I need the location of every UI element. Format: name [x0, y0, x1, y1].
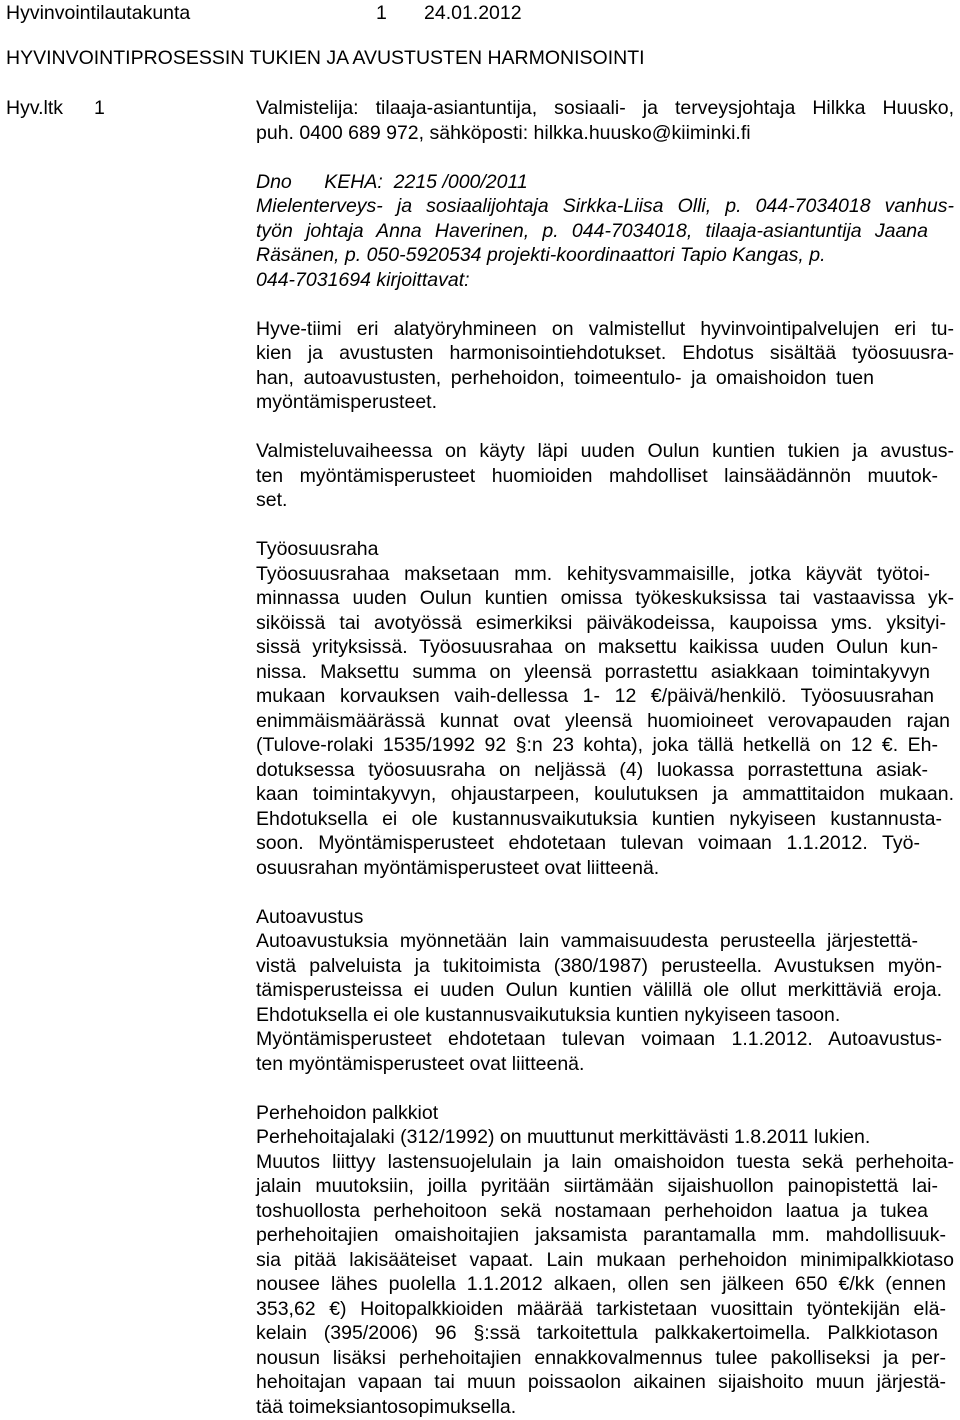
section-line: osuusrahan myöntämisperusteet ovat liitteenä.	[256, 856, 660, 879]
section-line: nousee lähes puolella 1.1.2012 alkaen, ollen sen jälkeen 650 €/kk (ennen	[256, 1273, 946, 1295]
section-line: Myöntämisperusteet ehdotetaan tulevan voimaan 1.1.2012. Autoavustus-	[256, 1028, 942, 1050]
paragraph-line: Hyve-tiimi eri alatyöryhmineen on valmistellut hyvinvointipalvelujen eri tu-	[256, 317, 954, 340]
dno-block	[256, 170, 954, 293]
preparer-block	[256, 96, 954, 145]
dno-line: Mielenterveys- ja sosiaalijohtaja Sirkka-Liisa Olli, p. 044-7034018 vanhus-	[256, 195, 954, 217]
page-number: 1	[376, 2, 387, 24]
section-line: nousun lisäksi perhehoitajien ennakkovalmennus tulee pakolliseksi ja per-	[256, 1346, 946, 1369]
paragraph-line: han, autoavustusten, perhehoidon, toimeentulo- ja omaishoidon tuen	[256, 366, 874, 389]
paragraph-line: Valmisteluvaiheessa on käyty läpi uuden Oulun kuntien tukien ja avustus-	[256, 440, 954, 462]
section-line: Autoavustuksia myönnetään lain vammaisuudesta perusteella järjestettä-	[256, 930, 918, 952]
section-line: tää toimeksiantosopimuksella.	[256, 1395, 517, 1418]
section-line: dotuksessa työosuusraha on neljässä (4) luokassa porrastettuna asiak-	[256, 758, 928, 781]
section-line: minnassa uuden Oulun kuntien omissa työkeskuksissa tai vastaavissa yk-	[256, 587, 954, 609]
section-line: nissa. Maksettu summa on yleensä porrastettu asiakkaan toimintakyvyn	[256, 660, 930, 683]
preparer-line: puh. 0400 689 972, sähköposti: hilkka.huusko@kiiminki.fi	[256, 121, 751, 144]
preparer-line: Valmistelija: tilaaja-asiantuntija, sosiaali- ja terveysjohtaja Hilkka Huusko,	[256, 97, 954, 119]
committee-name: Hyvinvointilautakunta	[6, 2, 191, 24]
section-perhehoidon-palkkiot	[256, 1101, 954, 1420]
section-line: Ehdotuksella ei ole kustannusvaikutuksia kuntien nykyiseen kustannusta-	[256, 807, 942, 830]
section-line: perhehoitajien omaishoitajien jaksamista parantamalla mm. mahdollisuuk-	[256, 1224, 946, 1246]
paragraph-line: set.	[256, 489, 288, 511]
section-number: 1	[94, 97, 105, 119]
section-line: jalain muutoksiin, joilla pyritään siirtämään sijaishuollon painopistettä lai-	[256, 1175, 938, 1197]
section-line: mukaan korvauksen vaih-dellessa 1- 12 €/päivä/henkilö. Työosuusrahan	[256, 685, 934, 707]
section-line: kaan toimintakyvyn, ohjaustarpeen, koulutuksen ja ammattitaidon mukaan.	[256, 783, 954, 805]
section-line: tämisperusteissa ei uuden Oulun kuntien välillä ole ollut merkittäviä eroja.	[256, 979, 942, 1001]
dno-line: Dno KEHA: 2215 /000/2011	[256, 170, 528, 193]
section-autoavustus	[256, 905, 954, 1077]
section-heading: Perhehoidon palkkiot	[256, 1101, 439, 1124]
body-column	[256, 96, 954, 1419]
section-tyoosuusraha	[256, 537, 954, 880]
section-line: hehoitajan vapaan tai muun poissaolon aikainen sijaishoito muun järjestä-	[256, 1371, 946, 1393]
section-line: soon. Myöntämisperusteet ehdotetaan tulevan voimaan 1.1.2012. Työ-	[256, 832, 920, 854]
section-line: sia pitää lakisääteiset vapaat. Lain mukaan perhehoidon minimipalkkiotaso	[256, 1248, 954, 1271]
dno-line: 044-7031694 kirjoittavat:	[256, 268, 470, 291]
dno-line: Räsänen, p. 050-5920534 projekti-koordinaattori Tapio Kangas, p.	[256, 244, 826, 266]
section-line: ten myöntämisperusteet ovat liitteenä.	[256, 1052, 585, 1075]
section-line: Perhehoitajalaki (312/1992) on muuttunut merkittävästi 1.8.2011 lukien.	[256, 1126, 871, 1148]
section-code: Hyv.ltk	[6, 97, 64, 119]
section-line: enimmäismäärässä kunnat ovat yleensä huomioineet verovapauden rajan	[256, 709, 950, 732]
paragraph-line: ten myöntämisperusteet huomioiden mahdolliset lainsäädännön muutok-	[256, 464, 938, 487]
section-line: Ehdotuksella ei ole kustannusvaikutuksia kuntien nykyiseen tasoon.	[256, 1003, 841, 1026]
section-line: 353,62 €) Hoitopalkkioiden määrää tarkistetaan vuosittain työntekijän elä-	[256, 1297, 946, 1320]
section-line: Muutos liittyy lastensuojelulain ja lain omaishoidon tuesta sekä perhehoita-	[256, 1150, 954, 1173]
section-line: Työosuusrahaa maksetaan mm. kehitysvammaisille, jotka käyvät työtoi-	[256, 562, 930, 585]
paragraph	[256, 317, 954, 415]
paragraph-line: kien ja avustusten harmonisointiehdotukset. Ehdotus sisältää työosuusra-	[256, 342, 954, 364]
section-line: siköissä tai avotyössä esimerkiksi päiväkodeissa, kaupoissa yms. yksityi-	[256, 611, 946, 634]
paragraph	[256, 439, 954, 513]
section-line: sissä yrityksissä. Työosuusrahaa on maksettu kaikissa uuden Oulun kun-	[256, 636, 938, 658]
dno-line: työn johtaja Anna Haverinen, p. 044-7034018, tilaaja-asiantuntija Jaana	[256, 219, 928, 242]
section-heading: Autoavustus	[256, 905, 364, 928]
document-title: HYVINVOINTIPROSESSIN TUKIEN JA AVUSTUSTEN HARMONISOINTI	[6, 47, 645, 69]
section-heading: Työosuusraha	[256, 538, 379, 560]
section-line: toshuollosta perhehoitoon sekä nostamaan perhehoidon laatua ja tukea	[256, 1199, 928, 1222]
meeting-date: 24.01.2012	[424, 2, 522, 24]
paragraph-line: myöntämisperusteet.	[256, 391, 437, 413]
section-line: (Tulove-rolaki 1535/1992 92 §:n 23 kohta), joka tällä hetkellä on 12 €. Eh-	[256, 734, 938, 756]
section-line: vistä palveluista ja tukitoimista (380/1987) perusteella. Avustuksen myön-	[256, 954, 942, 977]
section-line: kelain (395/2006) 96 §:ssä tarkoitettula palkkakertoimella. Palkkiotason	[256, 1322, 938, 1344]
